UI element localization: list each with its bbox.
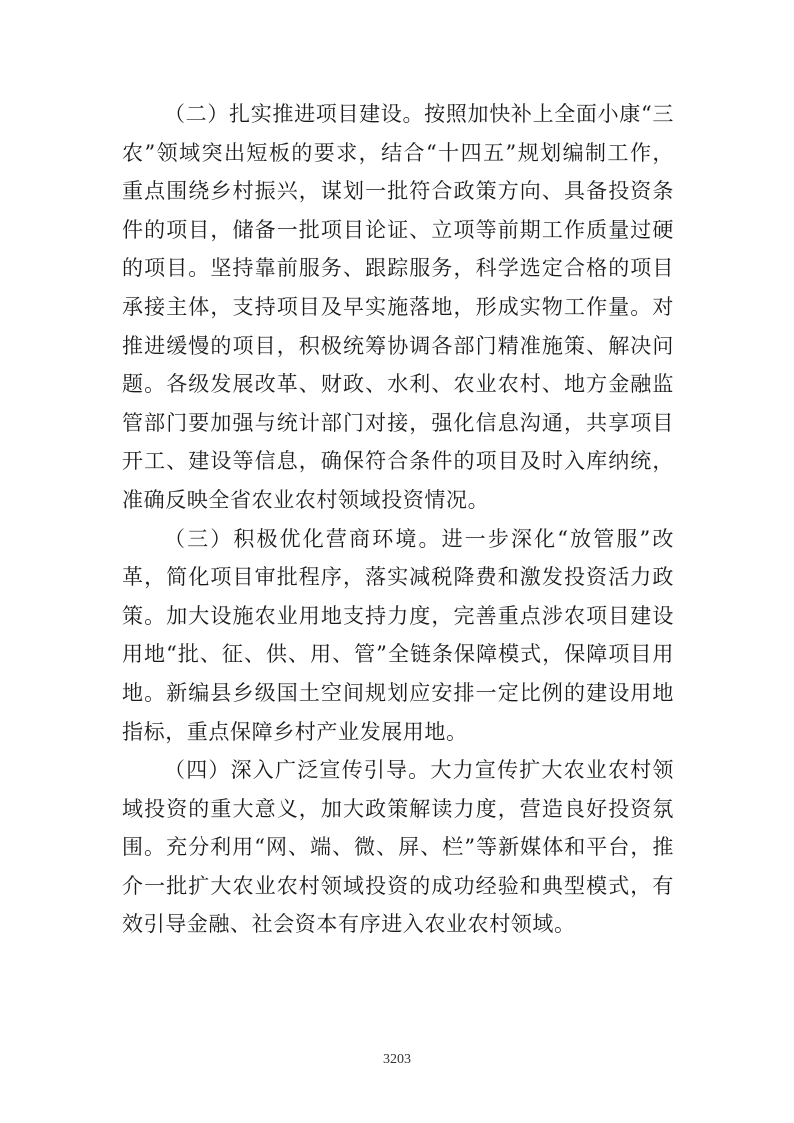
document-body bbox=[122, 95, 674, 944]
page-number: 3203 bbox=[383, 1052, 411, 1067]
paragraph-project-construction: （二）扎实推进项目建设。按照加快补上全面小康“三农”领域突出短板的要求，结合“十四五”规划编制工作，重点围绕乡村振兴，谋划一批符合政策方向、具备投资条件的项目，储备一批项目论证、立项等前期工作质量过硬的项目。坚持靠前服务、跟踪服务，科学选定合格的项目承接主体，支持项目及早实施落地，形成实物工作量。对推进缓慢的项目，积极统筹协调各部门精准施策、解决问题。各级发展改革、财政、水利、农业农村、地方金融监管部门要加强与统计部门对接，强化信息沟通，共享项目开工、建设等信息，确保符合条件的项目及时入库纳统，准确反映全省农业农村领域投资情况。 bbox=[122, 102, 674, 512]
paragraph-publicity-guidance: （四）深入广泛宣传引导。大力宣传扩大农业农村领域投资的重大意义，加大政策解读力度，营造良好投资氛围。充分利用“网、端、微、屏、栏”等新媒体和平台，推介一批扩大农业农村领域投资的成功经验和典型模式，有效引导金融、社会资本有序进入农业农村领域。 bbox=[122, 758, 674, 937]
paragraph-business-environment: （三）积极优化营商环境。进一步深化“放管服”改革，简化项目审批程序，落实减税降费和激发投资活力政策。加大设施农业用地支持力度，完善重点涉农项目建设用地“批、征、供、用、管”全链条保障模式，保障项目用地。新编县乡级国土空间规划应安排一定比例的建设用地指标，重点保障乡村产业发展用地。 bbox=[122, 526, 674, 744]
